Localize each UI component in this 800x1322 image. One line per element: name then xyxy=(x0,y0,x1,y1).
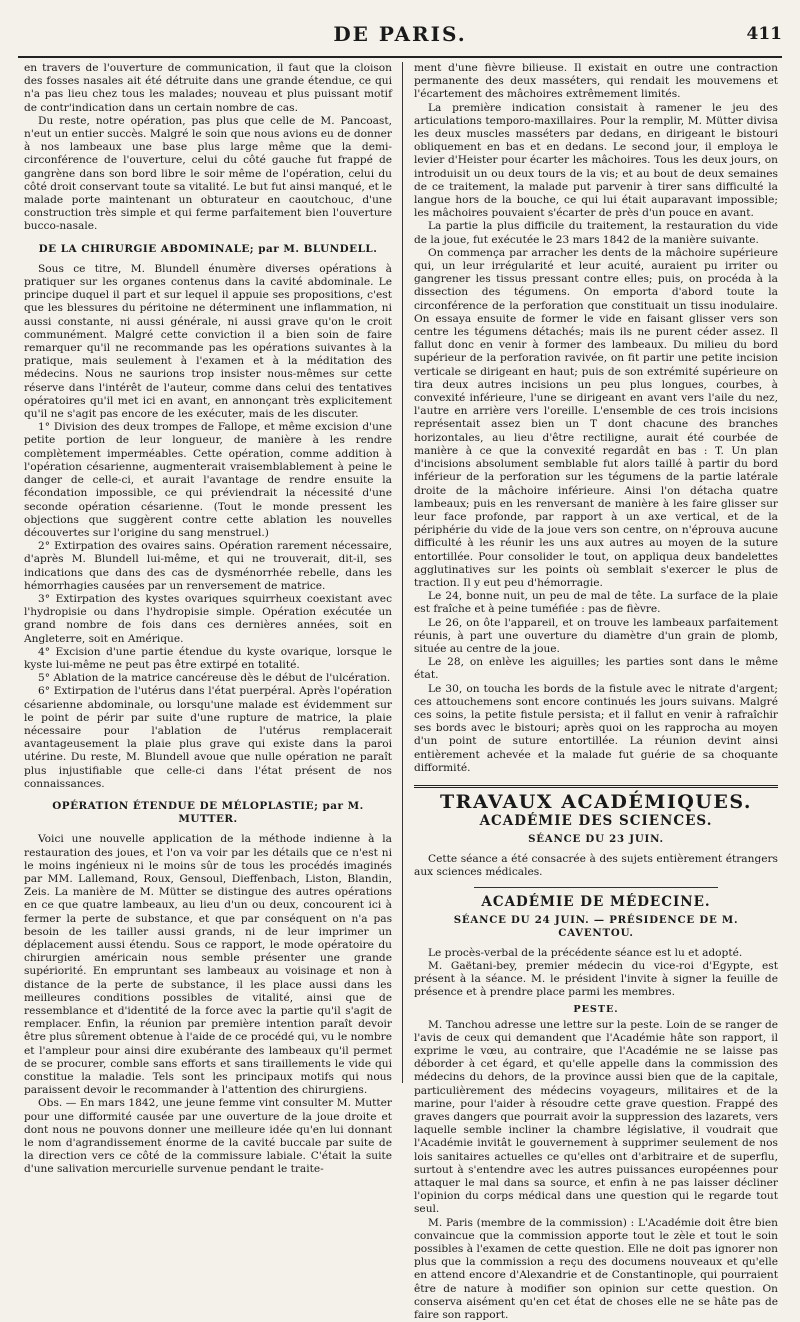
paragraph: M. Gaëtani-bey, premier médecin du vice-roi d'Egypte, est présent à la séance. M. le président l'invite à signer la feuille de présence et à prendre place parmi les membres. xyxy=(414,959,778,999)
page-title: DE PARIS. xyxy=(333,22,467,46)
paragraph: Voici une nouvelle application de la méthode indienne à la restauration des joues, et l'on va voir par les détails que ce n'est ni le moins ingénieux ni le moins sûr de tous les procédés imaginés par MM. Lallemand, Roux, Gensoul, Dieffenbach, Liston, Blandin, Zeis. La manière de M. Mütter se distingue des autres opérations en ce que quatre lambeaux, au lieu d'un ou deux, concourent ici à fermer la perte de substance, et que par conséquent on n'a pas besoin de les tailler aussi grands, ni de leur imprimer un déplacement aussi étendu. Sous ce rapport, le mode opératoire du chirurgien américain nous semble présenter une grande supériorité. En empruntant ses lambeaux au voisinage et non à distance de la perte de substance, il les place aussi dans les meilleures conditions possibles de vitalité, ainsi que de ressemblance et d'identité de la force avec la partie qu'il s'agit de remplacer. Enfin, la réunion par première intention paraît devoir être plus sûrement obtenue à l'aide de ce procédé qui, vu le nombre et l'ampleur pour ainsi dire exubérante des lambeaux qu'il permet de se procurer, comble sans efforts et sans tiraillements le vide qui constitue la maladie. Tels sont les principaux motifs qui nous paraissent devoir le recommander à l'attention des chirurgiens. xyxy=(24,833,392,1097)
paragraph: On commença par arracher les dents de la mâchoire supérieure qui, un leur irrégularité et leur acuité, auraient pu irriter ou gangrener les tissus pressant contre elles; puis, on procéda à la dissection des tégumens. On emporta d'abord toute la circonférence de la perforation que constituait un tissu inodulaire. On essaya ensuite de former le vide en faisant glisser vers son centre les tégumens détachés; mais ils ne purent céder assez. Il fallut donc en venir à former des lambeaux. Du milieu du bord supérieur de la perforation ravivée, on fit partir une petite incision verticale se dirigeant en haut; puis de son extrémité supérieure on tira deux autres incisions un peu plus longues, courbes, à convexité inférieure, l'une se dirigeant en avant vers l'aile du nez, l'autre en arrière vers l'oreille. L'ensemble de ces trois incisions représentait assez bien un T dont chacune des branches horizontales, au lieu d'être rectiligne, aurait été courbée de manière à ce que la convexité regardât en bas : T. Un plan d'incisions absolument semblable fut alors taillé à partir du bord inférieur de la perforation sur les tégumens de la partie latérale droite de la mâchoire inférieure. Ainsi l'on détacha quatre lambeaux; puis en les renversant de manière à les faire glisser sur leur face profonde, par rapport à un axe vertical, et de la périphérie du vide de la joue vers son centre, on n'éprouva aucune difficulté à les réunir les uns aux autres au moyen de la suture entortillée. Pour consolider le tout, on appliqua deux bandelettes agglutinatives sur les points où semblait s'exercer le plus de traction. Il y eut peu d'hémorragie. xyxy=(414,246,778,589)
subsection-heading: PESTE. xyxy=(573,1004,619,1016)
page-number: 411 xyxy=(746,24,782,44)
paragraph: M. Tanchou adresse une lettre sur la peste. Loin de se ranger de l'avis de ceux qui demandent que l'Académie hâte son rapport, il exprime le vœu, au contraire, que l'Académie ne se laisse pas déborder à cet égard, et qu'elle appelle dans la commission des médecins du dehors, de la province aussi bien que de la capitale, particulièrement des médecins voyageurs, militaires et de la marine, pour l'aider à résoudre cette grave question. Frappé des graves dangers que pourrait avoir la suppression des lazarets, vers laquelle semble incliner la chambre législative, il voudrait que l'Académie invitât le gouvernement à supprimer seulement de nos lois sanitaires actuelles ce qu'elles ont d'arbitraire et de superflu, surtout à s'entendre avec les autres puissances européennes pour attaquer le mal dans sa source, et enfin à ne pas laisser décliner l'opinion du corps médical dans une question qui le regarde tout seul. xyxy=(414,1018,778,1216)
paragraph: Sous ce titre, M. Blundell énumère diverses opérations à pratiquer sur les organes contenus dans la cavité abdominale. Le principe duquel il part et sur lequel il appuie ses propositions, c'est que les blessures du péritoine ne déterminent une inflammation, ni aussi constante, ni aussi générale, ni aussi grave qu'on le croit communément. Malgré cette conviction il a bien soin de faire remarquer qu'il ne recommande pas les opérations suivantes à la pratique, mais seulement à l'examen et à la méditation des médecins. Nous ne saurions trop insister nous-mêmes sur cette réserve dans l'intérêt de l'auteur, comme dans celui des tentatives opératoires qu'il met ici en avant, en annonçant très explicitement qu'il ne s'agit pas encore de les exécuter, mais de les discuter. xyxy=(24,262,392,421)
paragraph: Le 26, on ôte l'appareil, et on trouve les lambeaux parfaitement réunis, à part une ouverture du diamètre d'un grain de plomb, située au centre de la joue. xyxy=(414,616,778,655)
divider xyxy=(474,887,718,888)
right-column xyxy=(414,62,778,1322)
session-heading: SÉANCE DU 23 JUIN. xyxy=(528,833,664,846)
running-head xyxy=(18,16,782,58)
paragraph: La première indication consistait à ramener le jeu des articulations temporo-maxillaires. Pour la remplir, M. Mütter divisa les deux muscles masséters par dedans, en dirigeant le bistouri obliquement en bas et en dedans. Le second jour, il employa le levier d'Heister pour écarter les mâchoires. Tous les deux jours, on introduisit un ou deux tours de la vis; et au bout de deux semaines de ce traitement, la malade put parvenir à tirer sans difficulté la langue hors de la bouche, ce qui lui était auparavant impossible; les mâchoires pouvaient s'écarter de près d'un pouce en avant. xyxy=(414,101,778,220)
column-divider xyxy=(402,62,403,1083)
section-title: TRAVAUX ACADÉMIQUES. xyxy=(440,790,752,813)
paragraph: La partie la plus difficile du traitement, la restauration du vide de la joue, fut exécutée le 23 mars 1842 de la manière suivante. xyxy=(414,220,778,246)
paragraph: 3° Extirpation des kystes ovariques squirrheux coexistant avec l'hydropisie ou dans l'hydropisie simple. Opération exécutée un grand nombre de fois dans ces dernières années, soit en Angleterre, soit en Amérique. xyxy=(24,592,392,645)
paragraph: 5° Ablation de la matrice cancéreuse dès le début de l'ulcération. xyxy=(38,672,391,685)
left-column xyxy=(24,62,392,1176)
paragraph: 6° Extirpation de l'utérus dans l'état puerpéral. Après l'opération césarienne abdominale, ou lorsqu'une malade est évidemment sur le point de périr par suite d'une rupture de matrice, la plaie nécessaire pour l'ablation de l'utérus remplacerait avantageusement la plaie plus grave qui existe dans la paroi utérine. Du reste, M. Blundell avoue que nulle opération ne paraît plus injustifiable que celle-ci dans l'état présent de nos connaissances. xyxy=(24,685,392,790)
paragraph: en travers de l'ouverture de communication, il faut que la cloison des fosses nasales ait été détruite dans une grande étendue, ce qui n'a pas lieu chez tous les malades; nouveau et plus puissant motif de contr'indication dans un certain nombre de cas. xyxy=(24,62,392,114)
section-heading: OPÉRATION ÉTENDUE DE MÉLOPLASTIE; par M. MUTTER. xyxy=(52,799,364,826)
paragraph: ment d'une fièvre bilieuse. Il existait en outre une contraction permanente des deux masséters, qui rendait les mouvemens et l'écartement des mâchoires extrêmement limités. xyxy=(414,62,778,101)
academy-heading: ACADÉMIE DES SCIENCES. xyxy=(479,813,713,830)
paragraph: M. Paris (membre de la commission) : L'Académie doit être bien convaincue que la commission apporte tout le zèle et tout le soin possibles à l'examen de cette question. Elle ne doit pas ignorer non plus que la commission a reçu des documens nouveaux et qu'elle en attend encore d'Alexandrie et de Constantinople, qui pourraient être de nature à modifier son opinion sur cette question. On conserva aisément qu'en cet état de choses elle ne se hâte pas de faire son rapport. xyxy=(414,1216,778,1322)
paragraph: 2° Extirpation des ovaires sains. Opération rarement nécessaire, d'après M. Blundell lui-même, et qui ne trouverait, dit-il, ses indications que dans des cas de dysménorrhée rebelle, dans les hémorrhagies causées par un renversement de matrice. xyxy=(24,540,392,592)
paragraph: Le 28, on enlève les aiguilles; les parties sont dans le même état. xyxy=(414,656,778,682)
paragraph: 1° Division des deux trompes de Fallope, et même excision d'une petite portion de leur longueur, de manière à les rendre complètement imperméables. Cette opération, comme addition à l'opération césarienne, augmenterait vraisemblablement à peine le danger de celle-ci, et aurait l'avantage de rendre ensuite la fécondation impossible, ce qui préviendrait la nécessité d'une seconde opération césarienne. (Tout le monde pressent les objections que suggèrent contre cette ablation les nouvelles découvertes sur l'origine du sang menstruel.) xyxy=(24,421,392,539)
academy-heading: ACADÉMIE DE MÉDECINE. xyxy=(481,893,711,910)
paragraph: Le 30, on toucha les bords de la fistule avec le nitrate d'argent; ces attouchemens sont encore continués les jours suivans. Malgré ces soins, la petite fistule persista; et il fallut en venir à rafraîchir ses bords avec le bistouri; après quoi on les rapprocha au moyen d'un point de suture entortillée. La réunion devint ainsi entièrement achevée et la malade fut guérie de sa choquante difformité. xyxy=(414,682,778,774)
paragraph: Le 24, bonne nuit, un peu de mal de tête. La surface de la plaie est fraîche et à peine tuméfiée : pas de fièvre. xyxy=(414,590,778,616)
paragraph: Le procès-verbal de la précédente séance est lu et adopté. xyxy=(428,946,743,959)
paragraph: Cette séance a été consacrée à des sujets entièrement étrangers aux sciences médicales. xyxy=(414,852,778,878)
section-divider xyxy=(414,785,778,788)
paragraph: 4° Excision d'une partie étendue du kyste ovarique, lorsque le kyste lui-même ne peut pas être extirpé en totalité. xyxy=(24,645,392,671)
section-heading: DE LA CHIRURGIE ABDOMINALE; par M. BLUNDELL. xyxy=(38,242,378,255)
paragraph: Obs. — En mars 1842, une jeune femme vint consulter M. Mutter pour une difformité causée par une ouverture de la joue droite et dont nous ne pouvons donner une meilleure idée qu'en lui donnant le nom d'agrandissement énorme de la cavité buccale par suite de la direction vers ce côté de la commissure labiale. C'était la suite d'une salivation mercurielle survenue pendant le traite- xyxy=(24,1097,392,1176)
session-heading: SÉANCE DU 24 JUIN. — PRÉSIDENCE DE M. CAVENTOU. xyxy=(453,914,739,940)
paragraph: Du reste, notre opération, pas plus que celle de M. Pancoast, n'eut un entier succès. Malgré le soin que nous avions eu de donner à nos lambeaux une base plus large même que la demi-circonférence de l'ouverture, celui du côté gauche fut frappé de gangrène dans son bord libre le soir même de l'opération, celui du côté droit conservant toute sa vitalité. Le but fut ainsi manqué, et le malade porte maintenant un obturateur en caoutchouc, d'une construction très simple et qui ferme parfaitement bien l'ouverture bucco-nasale. xyxy=(24,114,392,233)
